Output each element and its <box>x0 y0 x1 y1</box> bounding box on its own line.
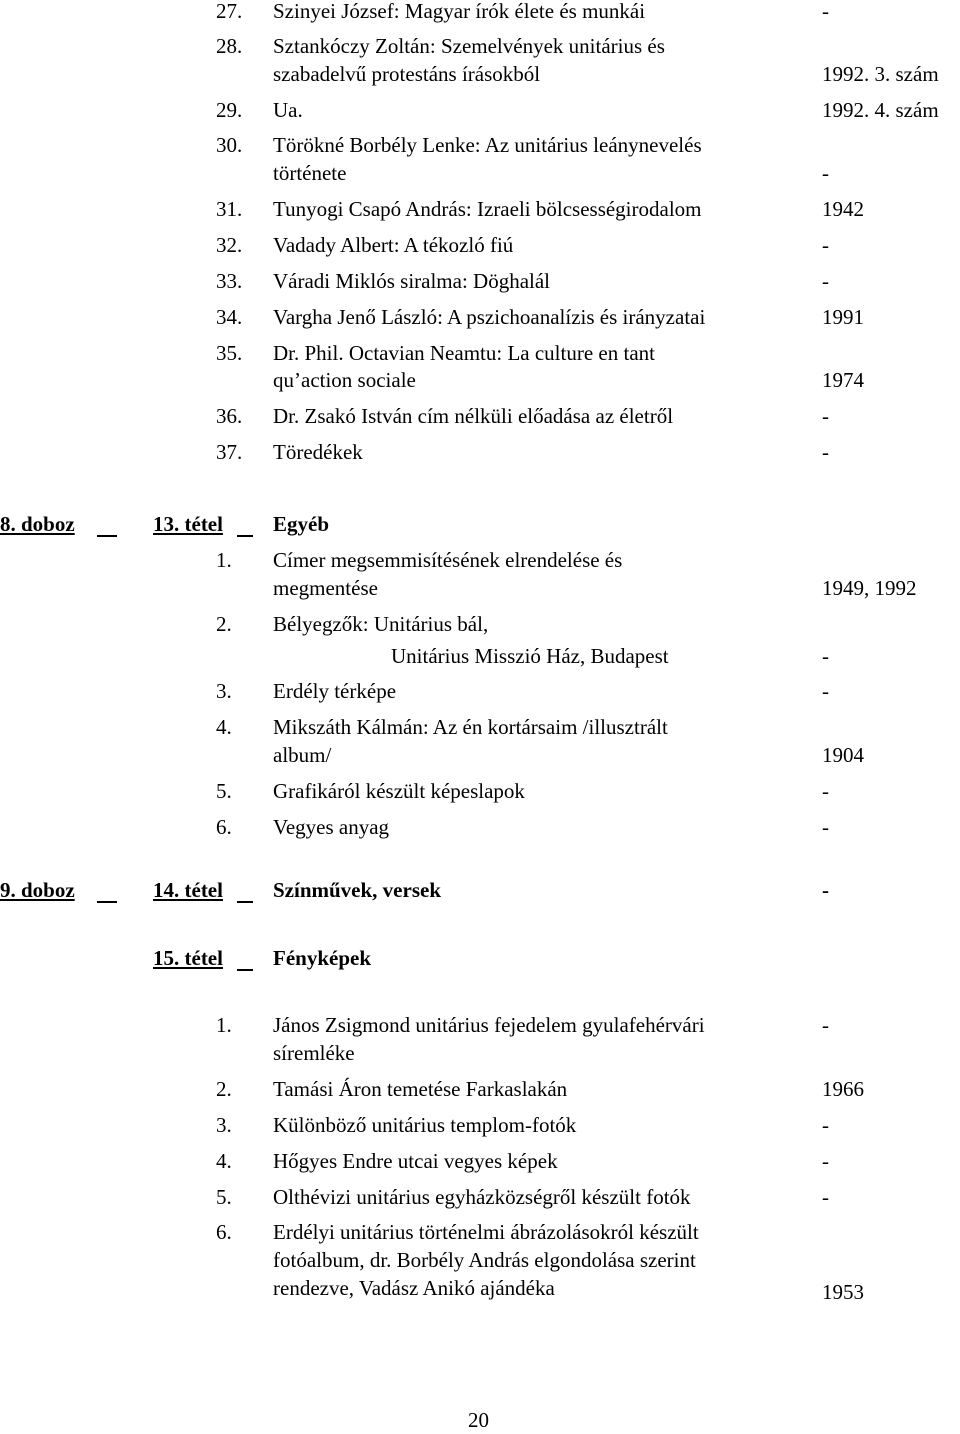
lot-label: 14. tétel <box>153 878 223 902</box>
item-title-line: Bélyegzők: Unitárius bál, <box>273 612 489 636</box>
item-title-line: János Zsigmond unitárius fejedelem gyulafehérvári <box>273 1013 705 1037</box>
item-title-line: Címer megsemmisítésének elrendelése és <box>273 548 623 572</box>
item-number: 6. <box>216 815 232 839</box>
dash-separator <box>237 901 253 903</box>
item-number: 3. <box>216 1113 232 1137</box>
section-title: Egyéb <box>273 512 330 536</box>
page-number: 20 <box>468 1408 489 1432</box>
item-title-line: Erdélyi unitárius történelmi ábrázolásokról készült <box>273 1220 699 1244</box>
item-number: 5. <box>216 779 232 803</box>
item-title-line: Váradi Miklós siralma: Döghalál <box>273 269 551 293</box>
item-number: 31. <box>216 197 243 221</box>
item-title-line: rendezve, Vadász Anikó ajándéka <box>273 1276 555 1300</box>
item-number: 37. <box>216 440 243 464</box>
item-date: 1949, 1992 <box>822 576 917 600</box>
item-title-line: fotóalbum, dr. Borbély András elgondolása szerint <box>273 1248 696 1272</box>
section-title: Fényképek <box>273 946 372 970</box>
dash-separator <box>97 535 117 537</box>
item-title-line: Vegyes anyag <box>273 815 390 839</box>
item-date: - <box>822 0 829 23</box>
item-title-line: Vargha Jenő László: A pszichoanalízis és irányzatai <box>273 305 706 329</box>
item-number: 3. <box>216 679 232 703</box>
item-title-line: Dr. Zsakó István cím nélküli előadása az életről <box>273 404 674 428</box>
item-number: 4. <box>216 1149 232 1173</box>
item-date: 1991 <box>822 305 864 329</box>
item-date: - <box>822 1185 829 1209</box>
item-title-line: qu’action sociale <box>273 368 416 392</box>
item-date: - <box>822 1149 829 1173</box>
section-date: - <box>822 878 829 902</box>
item-number: 1. <box>216 548 232 572</box>
item-number: 5. <box>216 1185 232 1209</box>
item-date: 1953 <box>822 1280 864 1304</box>
item-number: 34. <box>216 305 243 329</box>
item-number: 36. <box>216 404 243 428</box>
item-title-line: síremléke <box>273 1041 355 1065</box>
item-title-line: története <box>273 161 347 185</box>
item-date: - <box>822 404 829 428</box>
section-title: Színművek, versek <box>273 878 441 902</box>
item-number: 2. <box>216 1077 232 1101</box>
item-date: 1974 <box>822 368 864 392</box>
item-number: 33. <box>216 269 243 293</box>
item-date: - <box>822 1113 829 1137</box>
item-title-line: Töredékek <box>273 440 363 464</box>
lot-label: 13. tétel <box>153 512 223 536</box>
item-title-line: Tamási Áron temetése Farkaslakán <box>273 1077 568 1101</box>
item-title-line: Grafikáról készült képeslapok <box>273 779 525 803</box>
item-number: 29. <box>216 98 243 122</box>
item-number: 1. <box>216 1013 232 1037</box>
dash-separator <box>97 901 117 903</box>
item-title-line: Unitárius Misszió Ház, Budapest <box>391 644 669 668</box>
item-date: 1942 <box>822 197 864 221</box>
item-date: - <box>822 779 829 803</box>
item-title-line: Sztankóczy Zoltán: Szemelvények unitárius és <box>273 34 665 58</box>
item-date: - <box>822 269 829 293</box>
dash-separator <box>237 535 253 537</box>
item-title-line: Erdély térképe <box>273 679 397 703</box>
item-title-line: Olthévizi unitárius egyházközségről készült fotók <box>273 1185 691 1209</box>
item-date: 1904 <box>822 743 864 767</box>
item-title-line: Mikszáth Kálmán: Az én kortársaim /illusztrált <box>273 715 668 739</box>
lot-label: 15. tétel <box>153 946 223 970</box>
item-title-line: Dr. Phil. Octavian Neamtu: La culture en tant <box>273 341 655 365</box>
item-title-line: Törökné Borbély Lenke: Az unitárius leánynevelés <box>273 133 702 157</box>
item-number: 27. <box>216 0 243 23</box>
item-date: 1992. 3. szám <box>822 62 939 86</box>
item-date: - <box>822 1013 829 1037</box>
dash-separator <box>237 969 253 971</box>
item-date: - <box>822 815 829 839</box>
item-date: - <box>822 233 829 257</box>
item-date: - <box>822 161 829 185</box>
item-title-line: Vadady Albert: A tékozló fiú <box>273 233 514 257</box>
item-title-line: Szinyei József: Magyar írók élete és munkái <box>273 0 646 23</box>
item-date: - <box>822 440 829 464</box>
box-label: 8. doboz <box>0 512 75 536</box>
item-title-line: Ua. <box>273 98 303 122</box>
item-number: 32. <box>216 233 243 257</box>
item-date: - <box>822 644 829 668</box>
item-title-line: megmentése <box>273 576 378 600</box>
box-label: 9. doboz <box>0 878 75 902</box>
item-date: - <box>822 679 829 703</box>
item-date: 1992. 4. szám <box>822 98 939 122</box>
item-date: 1966 <box>822 1077 864 1101</box>
item-number: 2. <box>216 612 232 636</box>
item-number: 35. <box>216 341 243 365</box>
item-title-line: szabadelvű protestáns írásokból <box>273 62 541 86</box>
item-number: 28. <box>216 34 243 58</box>
item-title-line: album/ <box>273 743 332 767</box>
item-title-line: Különböző unitárius templom-fotók <box>273 1113 577 1137</box>
item-number: 6. <box>216 1220 232 1244</box>
item-title-line: Tunyogi Csapó András: Izraeli bölcsességirodalom <box>273 197 702 221</box>
item-number: 30. <box>216 133 243 157</box>
item-title-line: Hőgyes Endre utcai vegyes képek <box>273 1149 558 1173</box>
item-number: 4. <box>216 715 232 739</box>
